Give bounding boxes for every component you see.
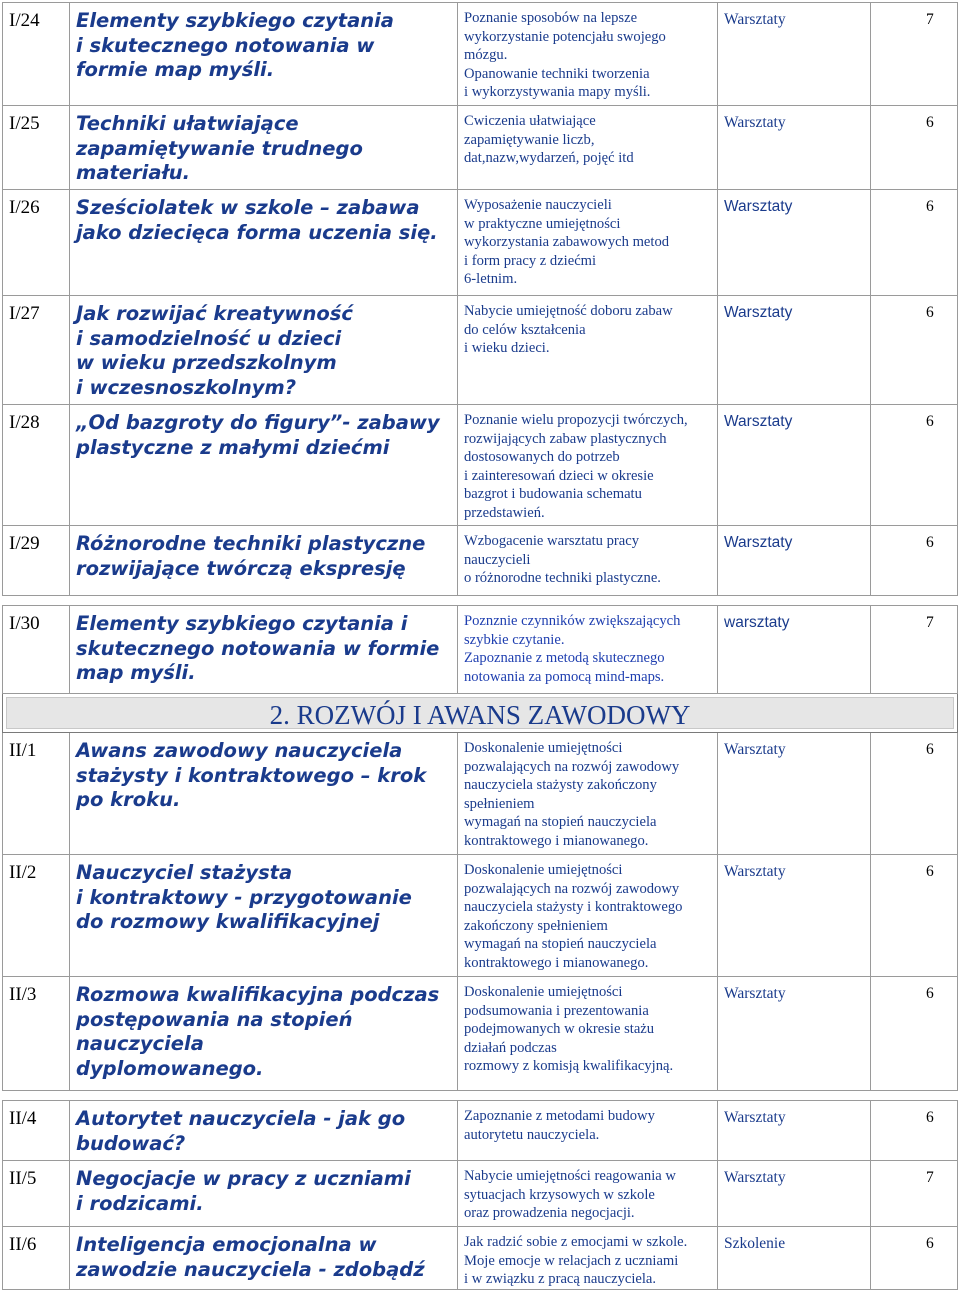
table-row xyxy=(3,1227,958,1290)
course-code: I/28 xyxy=(9,412,40,433)
table-gap xyxy=(3,596,958,606)
course-hours: 6 xyxy=(926,863,934,880)
course-title: Rozmowa kwalifikacyjna podczas postępowania na stopień nauczyciela dyplomowanego. xyxy=(76,983,440,1080)
table-row xyxy=(3,526,958,596)
course-description: Cwiczenia ułatwiające zapamiętywanie liczb, dat,nazw,wydarzeń, pojęć itd xyxy=(464,113,634,167)
course-description: Doskonalenie umiejętności pozwalających na rozwój zawodowy nauczyciela stażysty i kontraktowego zakończony spełnieniem wymagań na stopień nauczyciela kontraktowego i mianowanego. xyxy=(464,862,683,971)
course-title: Różnorodne techniki plastyczne rozwijające twórczą ekspresję xyxy=(76,532,426,580)
course-code: II/5 xyxy=(9,1168,37,1189)
course-hours: 6 xyxy=(926,413,934,430)
course-description: Jak radzić sobie z emocjami w szkole. Moje emocje w relacjach z uczniami i w związku z pracą nauczyciela. xyxy=(464,1234,688,1288)
course-code: I/30 xyxy=(9,613,40,634)
course-hours: 6 xyxy=(926,1109,934,1126)
course-code: II/4 xyxy=(9,1108,37,1129)
course-form: Warsztaty xyxy=(724,1169,786,1186)
table-row xyxy=(3,3,958,106)
course-hours: 7 xyxy=(926,1169,934,1186)
course-hours: 6 xyxy=(926,304,934,321)
course-form: Warsztaty xyxy=(724,985,786,1002)
course-form: Warsztaty xyxy=(724,413,793,430)
table-row xyxy=(3,1101,958,1161)
course-form: Warsztaty xyxy=(724,534,793,551)
course-description: Poznanie wielu propozycji twórczych, rozwijających zabaw plastycznych dostosowanych do potrzeb i zainteresowań dzieci w okresie bazgrot i budowania schematu przedstawień. xyxy=(464,412,688,521)
course-description: Wzbogacenie warsztatu pracy nauczycieli o różnorodne techniki plastyczne. xyxy=(464,533,661,587)
course-description: Zapoznanie z metodami budowy autorytetu nauczyciela. xyxy=(464,1108,655,1143)
course-title: „Od bazgroty do figury”- zabawy plastyczne z małymi dziećmi xyxy=(76,411,440,459)
course-title: Negocjacje w pracy z uczniami i rodzicami. xyxy=(76,1167,411,1215)
course-title: Autorytet nauczyciela - jak go budować? xyxy=(76,1107,406,1155)
table-row xyxy=(3,733,958,855)
course-hours: 6 xyxy=(926,985,934,1002)
course-description: Doskonalenie umiejętności pozwalających na rozwój zawodowy nauczyciela stażysty zakończony spełnieniem wymagań na stopień nauczyciela kontraktowego i mianowanego. xyxy=(464,740,680,849)
course-form: warsztaty xyxy=(724,614,790,631)
course-description: Poznznie czynników zwiększających szybkie czytanie. Zapoznanie z metodą skutecznego notowania za pomocą mind-maps. xyxy=(464,613,681,685)
table-row xyxy=(3,977,958,1091)
course-form: Warsztaty xyxy=(724,1109,786,1126)
course-hours: 7 xyxy=(926,11,934,28)
course-table xyxy=(2,2,958,1290)
course-hours: 6 xyxy=(926,198,934,215)
course-code: I/27 xyxy=(9,303,40,324)
course-description: Wyposażenie nauczycieli w praktyczne umiejętności wykorzystania zabawowych metod i form pracy z dziećmi 6-letnim. xyxy=(464,197,670,288)
course-code: II/6 xyxy=(9,1234,37,1255)
course-title: Elementy szybkiego czytania i skutecznego notowania w formie map myśli. xyxy=(76,9,394,81)
table-row xyxy=(3,106,958,190)
section-title: 2. ROZWÓJ I AWANS ZAWODOWY xyxy=(269,700,691,730)
course-hours: 6 xyxy=(926,114,934,131)
table-row xyxy=(3,296,958,405)
course-form: Warsztaty xyxy=(724,198,793,215)
course-description: Poznanie sposobów na lepsze wykorzystanie potencjału swojego mózgu. Opanowanie techniki tworzenia i wykorzystywania mapy myśli. xyxy=(464,10,666,101)
course-title: Nauczyciel stażysta i kontraktowy - przygotowanie do rozmowy kwalifikacyjnej xyxy=(76,861,412,933)
course-code: II/1 xyxy=(9,740,37,761)
course-code: I/26 xyxy=(9,197,40,218)
course-form: Warsztaty xyxy=(724,741,786,758)
course-code: II/3 xyxy=(9,984,37,1005)
course-description: Nabycie umiejętność doboru zabaw do celów kształcenia i wieku dzieci. xyxy=(464,303,673,357)
course-description: Doskonalenie umiejętności podsumowania i prezentowania podejmowanych w okresie stażu działań podczas rozmowy z komisją kwalifikacyjną. xyxy=(464,984,674,1075)
course-form: Szkolenie xyxy=(724,1235,786,1252)
course-title: Jak rozwijać kreatywność i samodzielność u dzieci w wieku przedszkolnym i wczesnoszkolnym? xyxy=(76,302,353,399)
table-row xyxy=(3,855,958,977)
table-row xyxy=(3,405,958,526)
course-title: Elementy szybkiego czytania i skutecznego notowania w formie map myśli. xyxy=(76,612,440,684)
course-code: I/29 xyxy=(9,533,40,554)
course-hours: 6 xyxy=(926,1235,934,1252)
course-title: Sześciolatek w szkole – zabawa jako dziecięca forma uczenia się. xyxy=(76,196,438,244)
course-form: Warsztaty xyxy=(724,304,793,321)
course-title: Inteligencja emocjonalna w zawodzie nauczyciela - zdobądź xyxy=(76,1233,425,1281)
table-row xyxy=(3,606,958,694)
course-form: Warsztaty xyxy=(724,863,786,880)
course-form: Warsztaty xyxy=(724,11,786,28)
course-form: Warsztaty xyxy=(724,114,786,131)
course-hours: 6 xyxy=(926,741,934,758)
course-code: II/2 xyxy=(9,862,37,883)
table-row xyxy=(3,190,958,296)
table-row xyxy=(3,1161,958,1227)
course-description: Nabycie umiejętności reagowania w sytuacjach krzysowych w szkole oraz prowadzenia negocjacji. xyxy=(464,1168,676,1222)
section-header-row xyxy=(3,694,958,733)
table-gap xyxy=(3,1091,958,1101)
course-hours: 7 xyxy=(926,614,934,631)
course-title: Techniki ułatwiające zapamiętywanie trudnego materiału. xyxy=(76,112,363,184)
course-code: I/25 xyxy=(9,113,40,134)
course-hours: 6 xyxy=(926,534,934,551)
course-title: Awans zawodowy nauczyciela stażysty i kontraktowego – krok po kroku. xyxy=(76,739,427,811)
course-code: I/24 xyxy=(9,10,40,31)
